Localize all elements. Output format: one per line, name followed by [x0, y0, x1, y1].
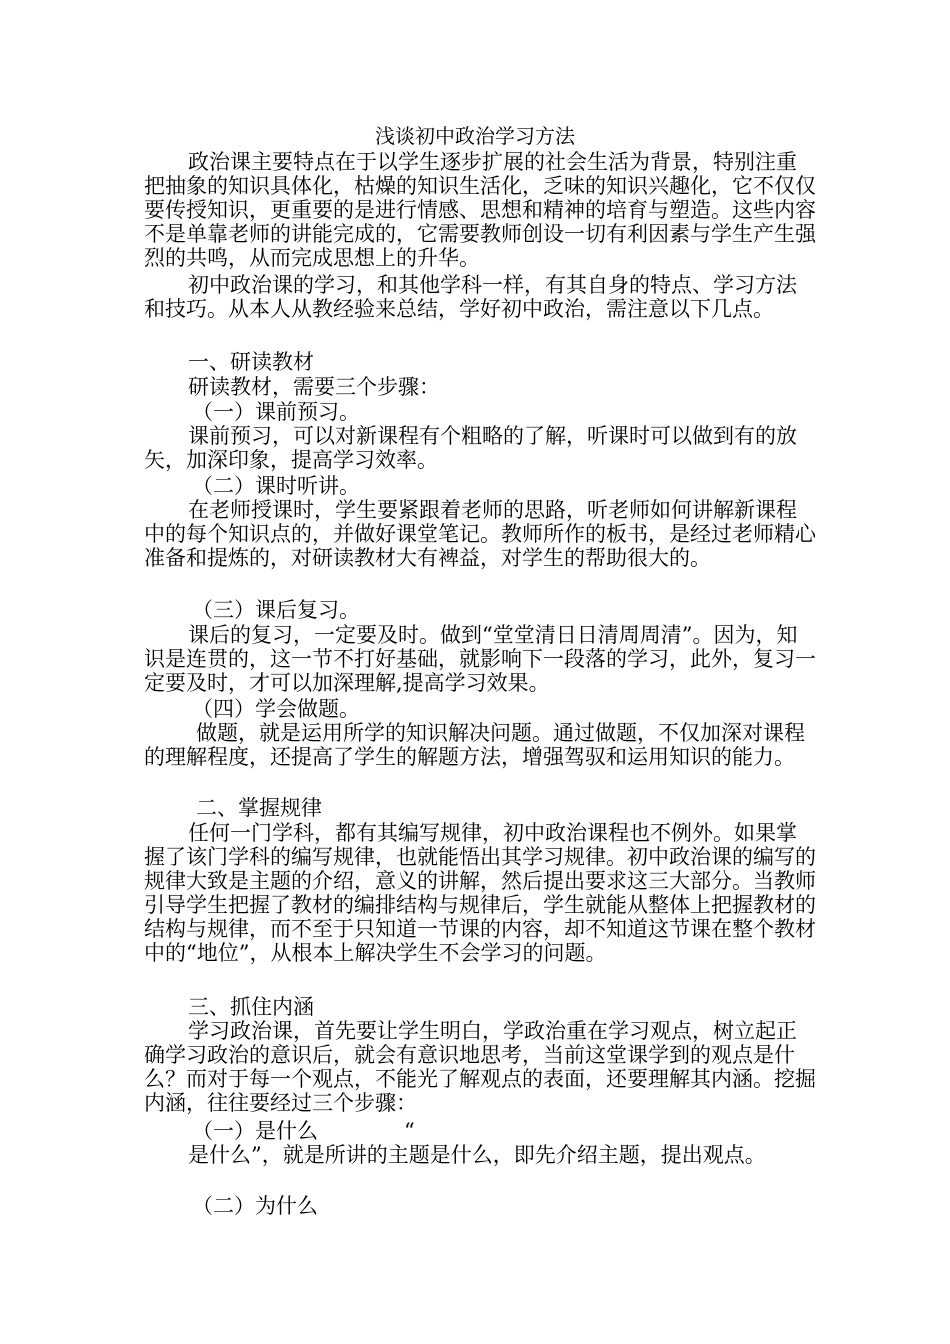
section-3-step-1-quote: “	[404, 1119, 415, 1143]
section-1-step-2-text: 在老师授课时，学生要紧跟着老师的思路，听老师如何讲解新课程中的每个知识点的，并做好课堂笔记。教师所作的板书，是经过老师精心准备和提炼的，对研读教材大有裨益，对学生的帮助很大的。	[144, 498, 816, 570]
section-1-step-2: （二）课时听讲。	[192, 474, 360, 498]
section-3-step-1-label: （一）是什么	[192, 1119, 318, 1143]
section-1-intro: 研读教材，需要三个步骤：	[188, 375, 440, 399]
section-3-step-2: （二）为什么	[192, 1194, 318, 1218]
section-2-text: 任何一门学科，都有其编写规律，初中政治课程也不例外。如果掌握了该门学科的编写规律，也就能悟出其学习规律。初中政治课的编写的规律大致是主题的介绍，意义的讲解，然后提出要求这三大部分。当教师引导学生把握了教材的编排结构与规律后，学生就能从整体上把握教材的结构与规律，而不至于只知道一节课的内容，却不知道这节课在整个教材中的“地位”，从根本上解决学生不会学习的问题。	[144, 821, 816, 965]
intro-paragraph-1: 政治课主要特点在于以学生逐步扩展的社会生活为背景，特别注重把抽象的知识具体化，枯燥的知识生活化，乏味的知识兴趣化，它不仅仅要传授知识，更重要的是进行情感、思想和精神的培育与塑造。这些内容不是单靠老师的讲能完成的，它需要教师创设一切有利因素与学生产生强烈的共鸣，从而完成思想上的升华。	[144, 150, 816, 270]
section-3-text: 学习政治课，首先要让学生明白，学政治重在学习观点，树立起正确学习政治的意识后，就会有意识地思考，当前这堂课学到的观点是什么？而对于每一个观点，不能光了解观点的表面，还要理解其内涵。挖掘内涵，往往要经过三个步骤：	[144, 1019, 816, 1115]
section-1-heading: 一、研读教材	[188, 350, 314, 374]
intro-paragraph-2: 初中政治课的学习，和其他学科一样，有其自身的特点、学习方法和技巧。从本人从教经验来总结，学好初中政治，需注意以下几点。	[144, 273, 797, 321]
section-1-step-1: （一）课前预习。	[192, 400, 360, 424]
section-2-heading: 二、掌握规律	[196, 796, 322, 820]
section-1-step-3-text: 课后的复习，一定要及时。做到“堂堂清日日清周周清”。因为，知识是连贯的，这一节不打好基础，就影响下一段落的学习，此外，复习一定要及时，才可以加深理解,提高学习效果。	[144, 623, 816, 695]
section-3-step-1	[144, 1119, 864, 1143]
section-3-step-1-text: 是什么”，就是所讲的主题是什么，即先介绍主题，提出观点。	[188, 1143, 766, 1167]
section-1-step-1-text: 课前预习，可以对新课程有个粗略的了解，听课时可以做到有的放矢，加深印象，提高学习效率。	[144, 424, 797, 472]
document-title: 浅谈初中政治学习方法	[375, 124, 575, 148]
section-1-step-4-text: 做题，就是运用所学的知识解决问题。通过做题，不仅加深对课程的理解程度，还提高了学生的解题方法，增强驾驭和运用知识的能力。	[144, 721, 805, 769]
section-1-step-4: （四）学会做题。	[192, 697, 360, 721]
section-1-step-3: （三）课后复习。	[192, 598, 360, 622]
section-3-heading: 三、抓住内涵	[188, 995, 314, 1019]
